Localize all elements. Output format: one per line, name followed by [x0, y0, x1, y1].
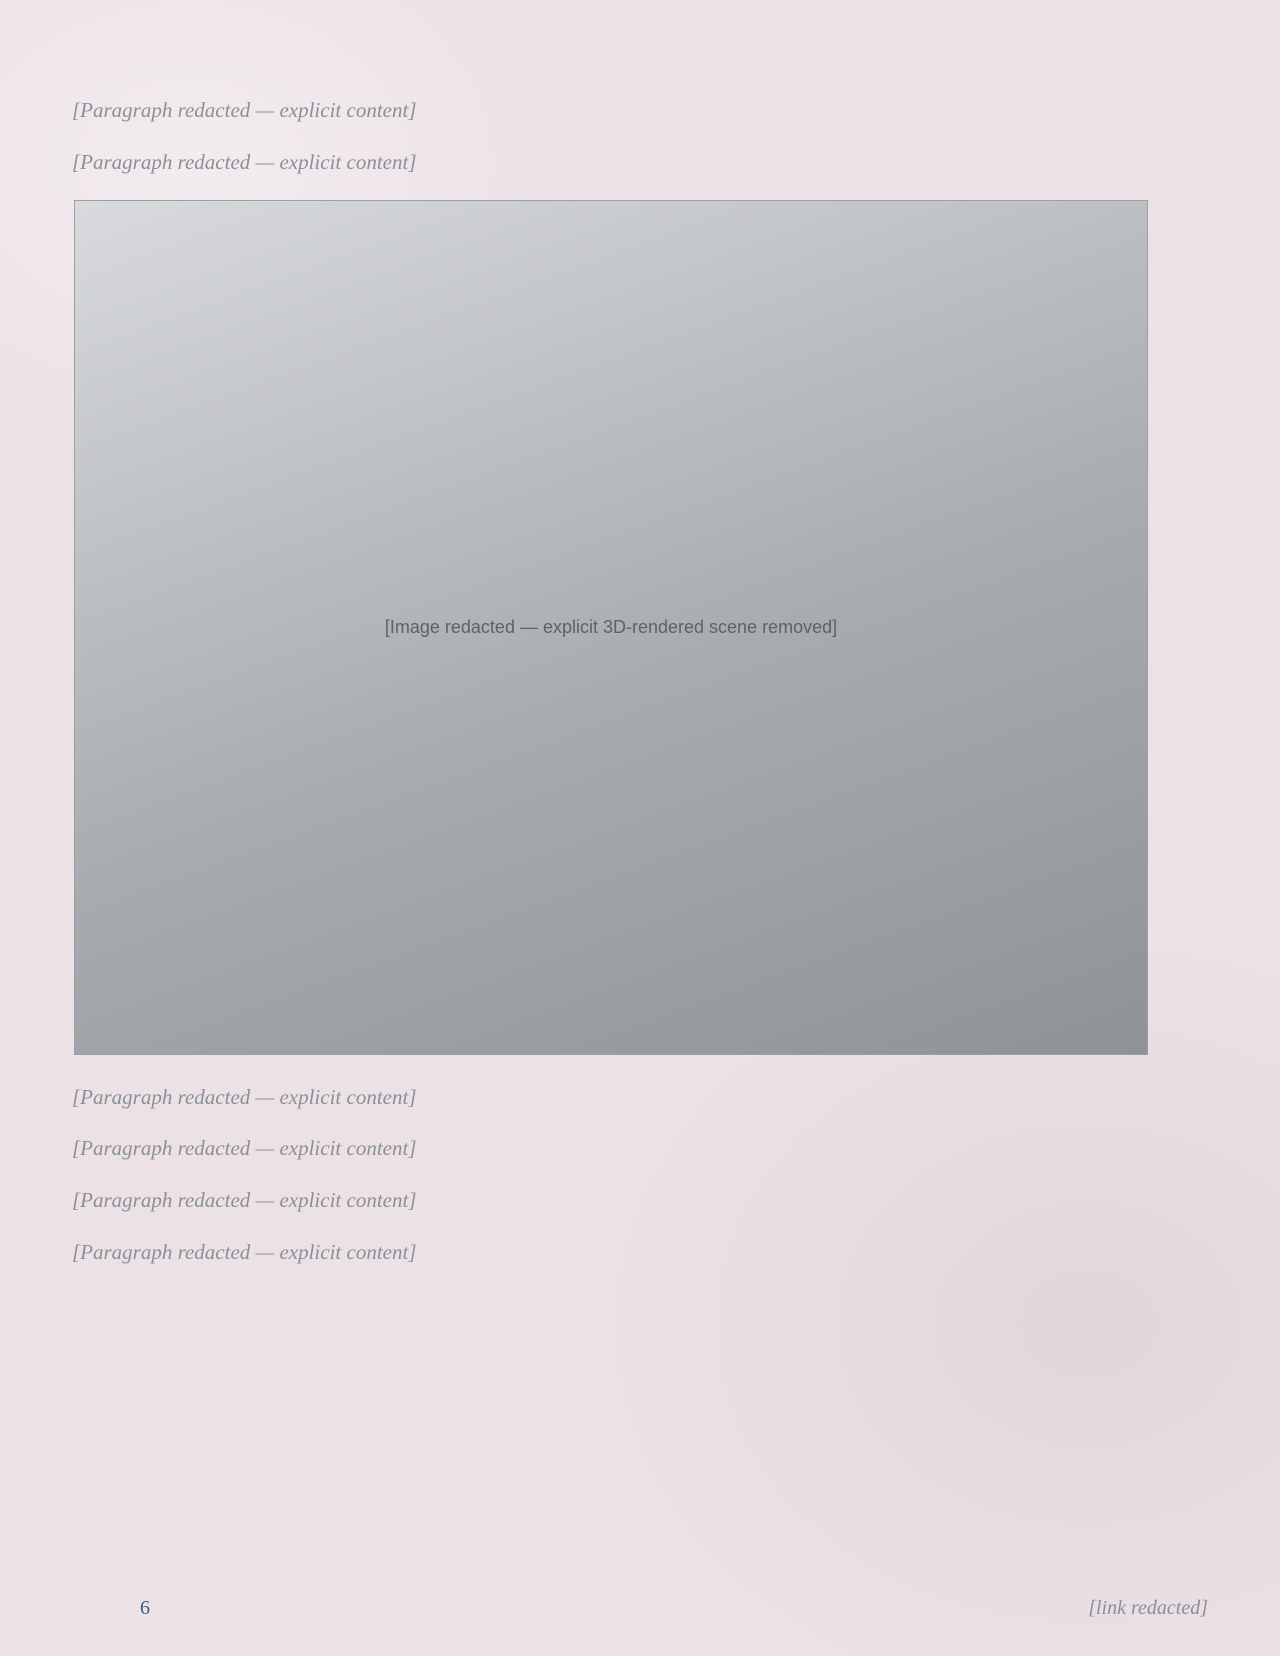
- story-illustration-placeholder: [74, 200, 1148, 1055]
- paragraph: [Paragraph redacted — explicit content]: [72, 149, 417, 174]
- paragraph: [Paragraph redacted — explicit content]: [72, 1084, 417, 1109]
- paragraph: [Paragraph redacted — explicit content]: [72, 98, 417, 122]
- paragraph: [Paragraph redacted — explicit content]: [72, 1136, 417, 1161]
- image-redaction-label: [Image redacted — explicit 3D-rendered scene removed]: [384, 616, 838, 637]
- paragraph: [Paragraph redacted — explicit content]: [72, 1240, 417, 1265]
- page-number: 6: [140, 1597, 150, 1619]
- paragraph: [Paragraph redacted — explicit content]: [72, 1188, 417, 1213]
- site-link-redacted: [link redacted]: [1088, 1597, 1208, 1619]
- page-footer: [0, 1597, 1280, 1620]
